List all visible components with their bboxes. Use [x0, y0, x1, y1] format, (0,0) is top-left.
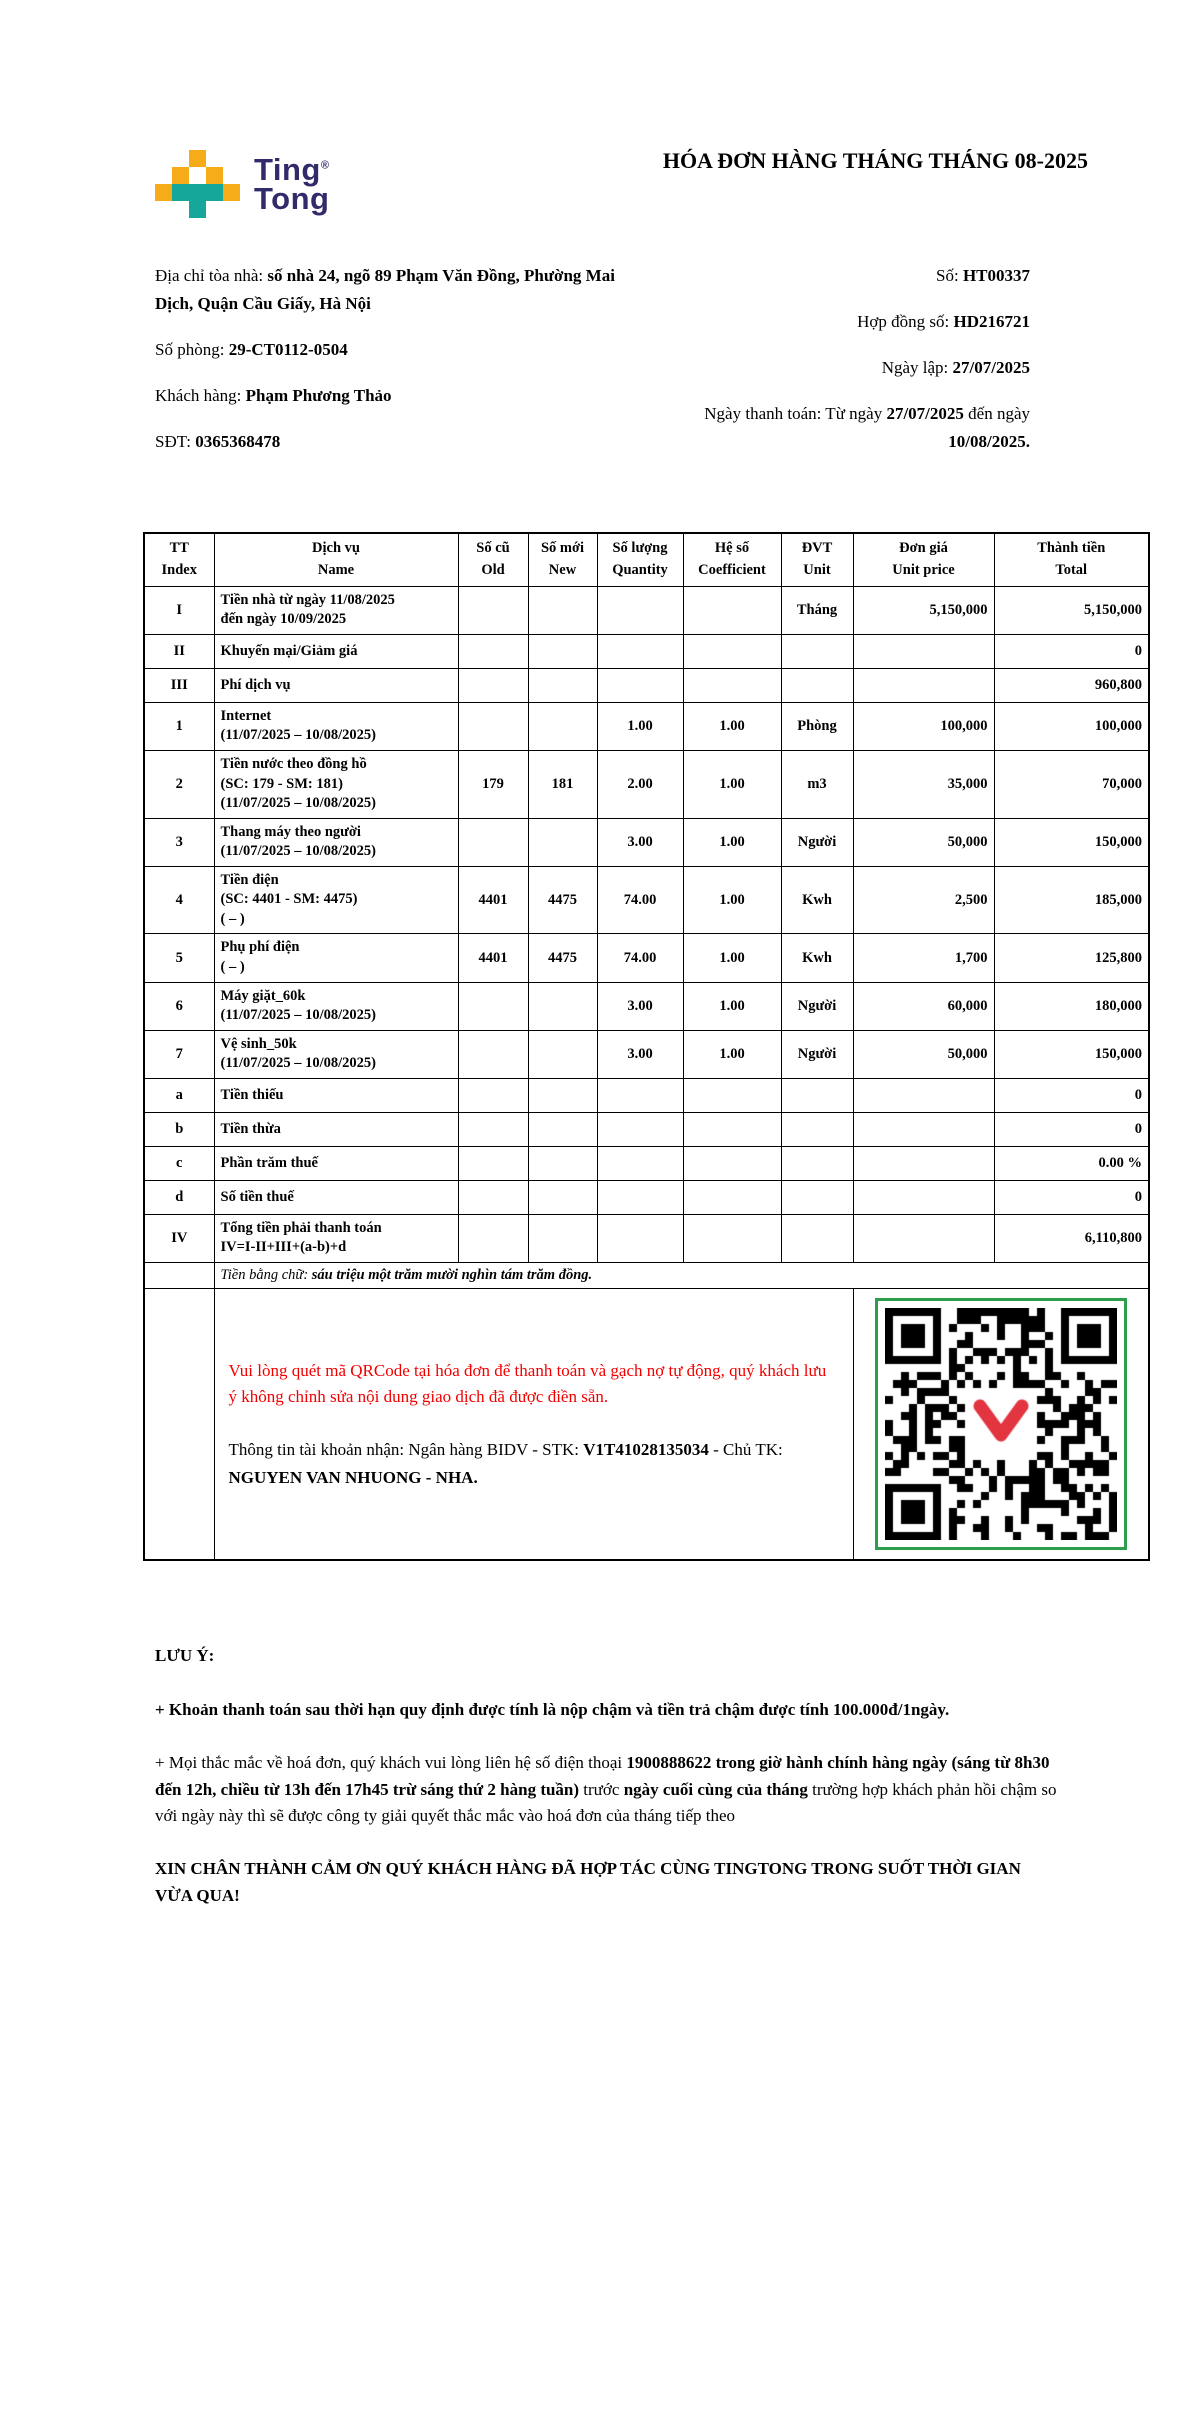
- qr-code-frame: [875, 1298, 1127, 1550]
- coefficient: 1.00: [683, 1030, 781, 1078]
- new-reading: [528, 1146, 597, 1180]
- building-address: Địa chỉ tòa nhà: số nhà 24, ngõ 89 Phạm Văn Đồng, Phường Mai Dịch, Quận Cầu Giấy, Hà Nội: [155, 266, 615, 314]
- qr-code-cell: [853, 1288, 1149, 1560]
- unit: [781, 1180, 853, 1214]
- column-header: ĐVT Unit: [781, 533, 853, 586]
- coefficient: 1.00: [683, 818, 781, 866]
- old-reading: [458, 818, 528, 866]
- column-header: Số lượng Quantity: [597, 533, 683, 586]
- coefficient: 1.00: [683, 866, 781, 934]
- unit: Kwh: [781, 934, 853, 982]
- quantity: [597, 1112, 683, 1146]
- new-reading: 4475: [528, 934, 597, 982]
- table-row: [144, 1112, 1149, 1146]
- new-reading: [528, 1180, 597, 1214]
- registered-mark: ®: [320, 159, 330, 172]
- quantity: [597, 1214, 683, 1262]
- quantity: 2.00: [597, 750, 683, 818]
- new-reading: 181: [528, 750, 597, 818]
- empty-cell: [144, 1288, 214, 1560]
- payment-instructions: [214, 1288, 853, 1560]
- coefficient: 1.00: [683, 982, 781, 1030]
- column-header: Số cũ Old: [458, 533, 528, 586]
- logo-pixel: [223, 184, 240, 201]
- total: 150,000: [994, 818, 1149, 866]
- payment-row: [144, 1288, 1149, 1560]
- unit-price: [853, 1112, 994, 1146]
- logo-pixel: [223, 201, 240, 218]
- customer-name: Khách hàng: Phạm Phương Thảo: [155, 386, 392, 406]
- row-index: 7: [144, 1030, 214, 1078]
- column-header: Hệ số Coefficient: [683, 533, 781, 586]
- logo-pixel: [189, 201, 206, 218]
- column-header: Thành tiền Total: [994, 533, 1149, 586]
- unit: [781, 634, 853, 668]
- column-header: TT Index: [144, 533, 214, 586]
- logo-pixel: [206, 184, 223, 201]
- logo-pixel: [223, 150, 240, 167]
- row-index: d: [144, 1180, 214, 1214]
- quantity: [597, 1146, 683, 1180]
- unit-price: 50,000: [853, 818, 994, 866]
- total: 70,000: [994, 750, 1149, 818]
- total: 100,000: [994, 702, 1149, 750]
- logo-pixel: [189, 150, 206, 167]
- service-name: Tiền nhà từ ngày 11/08/2025 đến ngày 10/09/2025: [214, 586, 458, 634]
- quantity: [597, 586, 683, 634]
- row-index: c: [144, 1146, 214, 1180]
- table-row: [144, 702, 1149, 750]
- row-index: IV: [144, 1214, 214, 1262]
- row-index: II: [144, 634, 214, 668]
- old-reading: 179: [458, 750, 528, 818]
- table-row: [144, 866, 1149, 934]
- total: 150,000: [994, 1030, 1149, 1078]
- tingtong-logo: [155, 150, 329, 218]
- unit-price: [853, 1146, 994, 1180]
- quantity: 74.00: [597, 866, 683, 934]
- quantity: [597, 1180, 683, 1214]
- unit: m3: [781, 750, 853, 818]
- old-reading: [458, 668, 528, 702]
- coefficient: 1.00: [683, 702, 781, 750]
- empty-cell: [144, 1262, 214, 1288]
- service-name: Tiền điện (SC: 4401 - SM: 4475) ( – ): [214, 866, 458, 934]
- header: [155, 150, 1088, 218]
- quantity: 3.00: [597, 1030, 683, 1078]
- customer-phone: SĐT: 0365368478: [155, 432, 281, 452]
- new-reading: 4475: [528, 866, 597, 934]
- coefficient: [683, 586, 781, 634]
- contract-number: Hợp đồng số: HD216721: [857, 312, 1030, 332]
- old-reading: [458, 586, 528, 634]
- unit-price: 100,000: [853, 702, 994, 750]
- logo-pixel: [172, 150, 189, 167]
- quantity: [597, 1078, 683, 1112]
- table-row: [144, 982, 1149, 1030]
- unit-price: [853, 668, 994, 702]
- invoice-meta: [657, 262, 1030, 474]
- quantity: [597, 668, 683, 702]
- coefficient: [683, 634, 781, 668]
- service-name: Tiền thiếu: [214, 1078, 458, 1112]
- coefficient: 1.00: [683, 750, 781, 818]
- service-name: Phụ phí điện ( – ): [214, 934, 458, 982]
- quantity: 1.00: [597, 702, 683, 750]
- row-index: b: [144, 1112, 214, 1146]
- issue-date: Ngày lập: 27/07/2025: [881, 358, 1030, 378]
- old-reading: [458, 982, 528, 1030]
- table-row: [144, 934, 1149, 982]
- service-name: Máy giặt_60k (11/07/2025 – 10/08/2025): [214, 982, 458, 1030]
- table-row: [144, 668, 1149, 702]
- invoice-table: [143, 532, 1150, 1561]
- service-name: Tiền nước theo đồng hồ (SC: 179 - SM: 181) (11/07/2025 – 10/08/2025): [214, 750, 458, 818]
- hotline-note: + Mọi thắc mắc về hoá đơn, quý khách vui lòng liên hệ số điện thoại 1900888622 trong giờ hành chính hàng ngày (sáng từ 8h30 đến 12h, chiều từ 13h đến 17h45 trừ sáng thứ 2 hàng tuần) trước ngày cuối cùng của tháng trường hợp khách phản hồi chậm so với ngày này thì sẽ được công ty giải quyết thắc mắc vào hoá đơn của tháng tiếp theo: [155, 1753, 1057, 1825]
- new-reading: [528, 586, 597, 634]
- service-name: Số tiền thuế: [214, 1180, 458, 1214]
- new-reading: [528, 668, 597, 702]
- logo-pixel: [172, 167, 189, 184]
- table-row: [144, 818, 1149, 866]
- coefficient: 1.00: [683, 934, 781, 982]
- new-reading: [528, 702, 597, 750]
- amount-in-words-row: [144, 1262, 1149, 1288]
- coefficient: [683, 1180, 781, 1214]
- quantity: 74.00: [597, 934, 683, 982]
- coefficient: [683, 1146, 781, 1180]
- unit-price: 35,000: [853, 750, 994, 818]
- total: 0.00 %: [994, 1146, 1149, 1180]
- row-index: a: [144, 1078, 214, 1112]
- invoice-info: [155, 262, 1030, 474]
- total: 6,110,800: [994, 1214, 1149, 1262]
- old-reading: [458, 1146, 528, 1180]
- old-reading: [458, 1180, 528, 1214]
- total: 0: [994, 1078, 1149, 1112]
- unit-price: 1,700: [853, 934, 994, 982]
- table-header-row: [144, 533, 1149, 586]
- page-title: HÓA ĐƠN HÀNG THÁNG THÁNG 08-2025: [662, 148, 1088, 173]
- service-name: Tiền thừa: [214, 1112, 458, 1146]
- total: 0: [994, 1112, 1149, 1146]
- logo-pixel: [206, 150, 223, 167]
- service-name: Phí dịch vụ: [214, 668, 458, 702]
- unit: [781, 668, 853, 702]
- logo-pixel: [155, 150, 172, 167]
- new-reading: [528, 982, 597, 1030]
- logo-wordmark: Ting® Tong: [254, 151, 330, 216]
- total: 0: [994, 634, 1149, 668]
- new-reading: [528, 818, 597, 866]
- column-header: Dịch vụ Name: [214, 533, 458, 586]
- new-reading: [528, 1030, 597, 1078]
- logo-pixel: [155, 184, 172, 201]
- total: 5,150,000: [994, 586, 1149, 634]
- qr-notice-text: Vui lòng quét mã QRCode tại hóa đơn để thanh toán và gạch nợ tự động, quý khách lưu ý không chỉnh sửa nội dung giao dịch đã được điền sẵn.: [228, 1360, 827, 1407]
- total: 180,000: [994, 982, 1149, 1030]
- table-row: [144, 750, 1149, 818]
- unit: [781, 1112, 853, 1146]
- unit-price: 5,150,000: [853, 586, 994, 634]
- amount-in-words: Tiền bằng chữ: sáu triệu một trăm mười nghìn tám trăm đồng.: [214, 1262, 1149, 1288]
- table-row: [144, 1180, 1149, 1214]
- unit-price: 2,500: [853, 866, 994, 934]
- table-row: [144, 1146, 1149, 1180]
- logo-pixel: [189, 184, 206, 201]
- coefficient: [683, 1214, 781, 1262]
- row-index: 1: [144, 702, 214, 750]
- unit: [781, 1146, 853, 1180]
- logo-pixel: [172, 184, 189, 201]
- invoice-number: Số: HT00337: [936, 266, 1030, 285]
- unit: Tháng: [781, 586, 853, 634]
- row-index: 3: [144, 818, 214, 866]
- old-reading: [458, 1112, 528, 1146]
- logo-pixel: [155, 167, 172, 184]
- unit-price: 60,000: [853, 982, 994, 1030]
- thank-you-message: XIN CHÂN THÀNH CẢM ƠN QUÝ KHÁCH HÀNG ĐÃ HỢP TÁC CÙNG TINGTONG TRONG SUỐT THỜI GIAN VỪA QUA!: [155, 1859, 1021, 1905]
- invoice-page: [0, 150, 1200, 2409]
- old-reading: [458, 1030, 528, 1078]
- logo-pixel: [172, 201, 189, 218]
- unit-price: [853, 1214, 994, 1262]
- total: 0: [994, 1180, 1149, 1214]
- table-row: [144, 634, 1149, 668]
- bank-account-info: Thông tin tài khoản nhận: Ngân hàng BIDV - STK: V1T41028135034 - Chủ TK: NGUYEN VAN NHUONG - NHA.: [228, 1440, 783, 1487]
- row-index: 6: [144, 982, 214, 1030]
- unit-price: [853, 1180, 994, 1214]
- new-reading: [528, 1112, 597, 1146]
- service-name: Phần trăm thuế: [214, 1146, 458, 1180]
- tingtong-logo-icon: [155, 150, 240, 218]
- unit: Kwh: [781, 866, 853, 934]
- notes-heading: LƯU Ý:: [155, 1646, 215, 1666]
- customer-info: [155, 262, 657, 474]
- row-index: 5: [144, 934, 214, 982]
- row-index: I: [144, 586, 214, 634]
- unit-price: 50,000: [853, 1030, 994, 1078]
- unit-price: [853, 634, 994, 668]
- late-payment-note: + Khoản thanh toán sau thời hạn quy định được tính là nộp chậm và tiền trả chậm được tính 100.000đ/1ngày.: [155, 1699, 950, 1719]
- old-reading: [458, 634, 528, 668]
- payment-qr-code: [885, 1308, 1117, 1540]
- coefficient: [683, 1078, 781, 1112]
- old-reading: [458, 1214, 528, 1262]
- payment-period: Ngày thanh toán: Từ ngày 27/07/2025 đến ngày 10/08/2025.: [704, 404, 1030, 452]
- coefficient: [683, 668, 781, 702]
- unit: [781, 1078, 853, 1112]
- table-row: [144, 586, 1149, 634]
- row-index: III: [144, 668, 214, 702]
- service-name: Khuyến mại/Giảm giá: [214, 634, 458, 668]
- column-header: Đơn giá Unit price: [853, 533, 994, 586]
- quantity: 3.00: [597, 818, 683, 866]
- service-name: Thang máy theo người (11/07/2025 – 10/08/2025): [214, 818, 458, 866]
- old-reading: 4401: [458, 866, 528, 934]
- unit: [781, 1214, 853, 1262]
- unit-price: [853, 1078, 994, 1112]
- service-name: Tổng tiền phải thanh toán IV=I-II+III+(a-b)+d: [214, 1214, 458, 1262]
- logo-pixel: [155, 201, 172, 218]
- old-reading: 4401: [458, 934, 528, 982]
- logo-pixel: [206, 201, 223, 218]
- invoice-table-wrap: [143, 532, 1148, 1561]
- total: 960,800: [994, 668, 1149, 702]
- logo-pixel: [206, 167, 223, 184]
- old-reading: [458, 1078, 528, 1112]
- logo-pixel: [189, 167, 206, 184]
- total: 185,000: [994, 866, 1149, 934]
- new-reading: [528, 634, 597, 668]
- column-header: Số mới New: [528, 533, 597, 586]
- footer-notes: [155, 1643, 1060, 1908]
- table-row: [144, 1214, 1149, 1262]
- unit: Phòng: [781, 702, 853, 750]
- logo-pixel: [223, 167, 240, 184]
- room-number: Số phòng: 29-CT0112-0504: [155, 340, 348, 360]
- table-row: [144, 1030, 1149, 1078]
- new-reading: [528, 1078, 597, 1112]
- unit: Người: [781, 818, 853, 866]
- coefficient: [683, 1112, 781, 1146]
- total: 125,800: [994, 934, 1149, 982]
- unit: Người: [781, 1030, 853, 1078]
- table-row: [144, 1078, 1149, 1112]
- quantity: [597, 634, 683, 668]
- row-index: 4: [144, 866, 214, 934]
- old-reading: [458, 702, 528, 750]
- new-reading: [528, 1214, 597, 1262]
- quantity: 3.00: [597, 982, 683, 1030]
- unit: Người: [781, 982, 853, 1030]
- row-index: 2: [144, 750, 214, 818]
- service-name: Internet (11/07/2025 – 10/08/2025): [214, 702, 458, 750]
- service-name: Vệ sinh_50k (11/07/2025 – 10/08/2025): [214, 1030, 458, 1078]
